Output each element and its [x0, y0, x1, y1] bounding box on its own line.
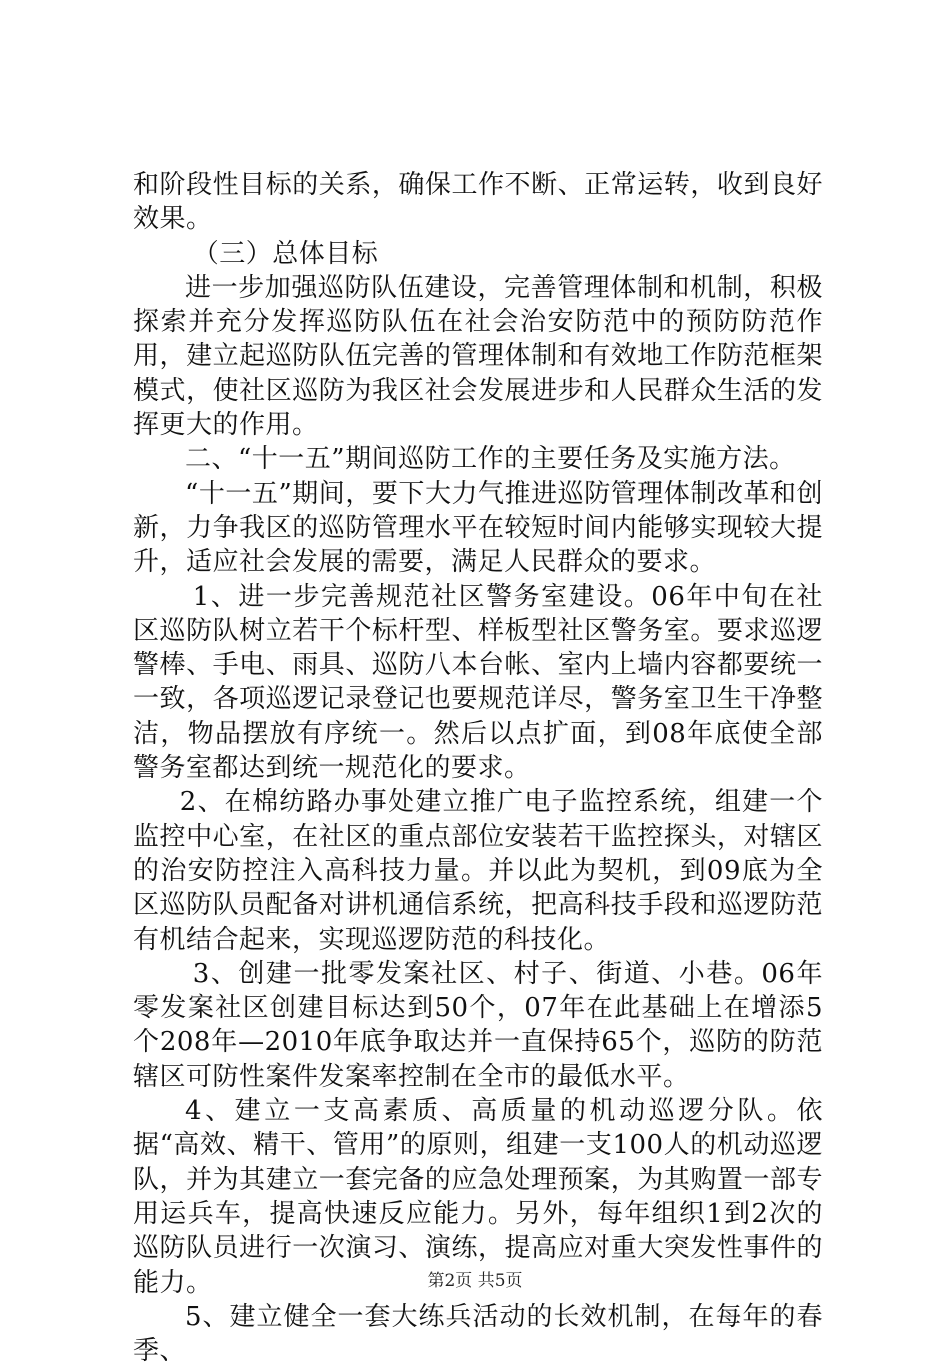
paragraph-task-2: 2、在棉纺路办事处建立推广电子监控系统，组建一个监控中心室，在社区的重点部位安装若干监控探头，对辖区的治安防控注入高科技力量。并以此为契机，到09底为全区巡防队员配备对讲机通信系统，把高科技手段和巡逻防范有机结合起来，实现巡逻防范的科技化。: [133, 787, 823, 955]
section-heading-overall-goal: （三）总体目标: [192, 238, 379, 269]
paragraph-main-tasks-intro: “十一五”期间，要下大力气推进巡防管理体制改革和创新，力争我区的巡防管理水平在较短时间内能够实现较大提升，适应社会发展的需要，满足人民群众的要求。: [133, 478, 823, 578]
paragraph-overall-goal: 进一步加强巡防队伍建设，完善管理体制和机制，积极探索并充分发挥巡防队伍在社会治安防范中的预防防范作用，建立起巡防队伍完善的管理体制和有效地工作防范框架模式，使社区巡防为我区社会发展进步和人民群众生活的发挥更大的作用。: [133, 272, 823, 441]
paragraph-task-3: 3、创建一批零发案社区、村子、街道、小巷。06年零发案社区创建目标达到50个，07年在此基础上在增添5个208年—2010年底争取达并一直保持65个，巡防的防范辖区可防性案件发案率控制在全市的最低水平。: [133, 958, 823, 1092]
section-heading-main-tasks: 二、“十一五”期间巡防工作的主要任务及实施方法。: [185, 444, 796, 475]
page-footer: 第2页 共5页: [427, 1271, 523, 1291]
paragraph-task-5: 5、建立健全一套大练兵活动的长效机制，在每年的春季、: [133, 1301, 823, 1367]
paragraph-continuation: 和阶段性目标的关系，确保工作不断、正常运转，收到良好效果。: [133, 170, 823, 235]
paragraph-task-4: 4、建立一支高素质、高质量的机动巡逻分队。依据“高效、精干、管用”的原则，组建一支100人的机动巡逻队，并为其建立一套完备的应急处理预案，为其购置一部专用运兵车，提高快速反应能力。另外，每年组织1到2次的巡防队员进行一次演习、演练，提高应对重大突发性事件的能力。: [133, 1096, 823, 1298]
document-body: [133, 168, 823, 1368]
paragraph-task-1: 1、进一步完善规范社区警务室建设。06年中旬在社区巡防队树立若干个标杆型、样板型社区警务室。要求巡逻警棒、手电、雨具、巡防八本台帐、室内上墙内容都要统一一致，各项巡逻记录登记也要规范详尽，警务室卫生干净整洁，物品摆放有序统一。然后以点扩面，到08年底使全部警务室都达到统一规范化的要求。: [133, 581, 823, 784]
